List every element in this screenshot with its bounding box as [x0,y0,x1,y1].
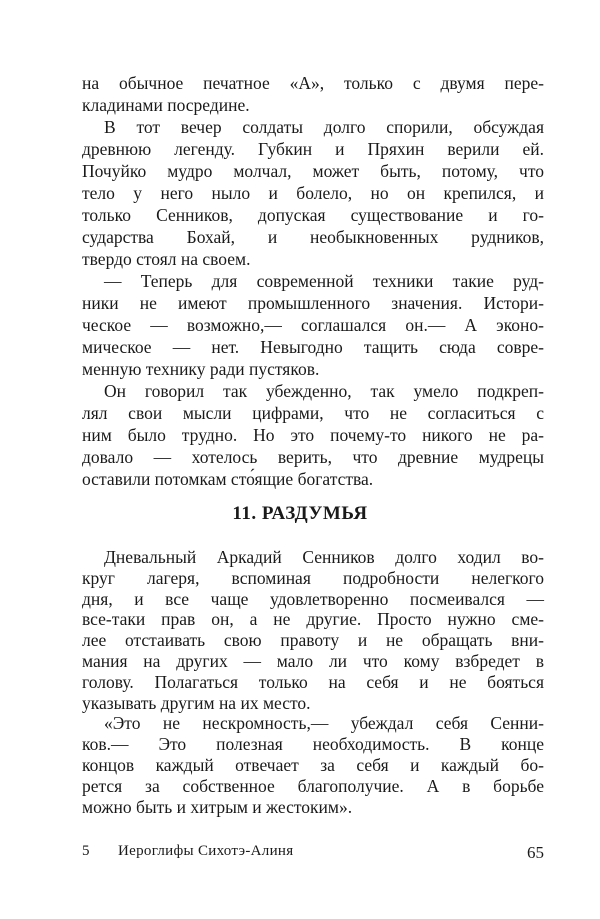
text-line: тело у него ныло и болело, но он крепился, и [82,183,544,203]
paragraph [82,547,544,713]
text-line: рется за собственное благополучие. А в борьбе [82,775,544,796]
text-line: ним было трудно. Но это почему-то никого не ра- [82,425,544,445]
text-line: кладинами посредине. [82,95,250,115]
text-line: — Теперь для современной техники такие руд- [104,271,544,291]
text-line: указывать другим на их место. [82,692,311,713]
text-section-1 [82,72,544,490]
text-line: довало — хотелось верить, что древние мудрецы [82,447,544,467]
text-line: лее отстаивать свою правоту и не обращать вни- [82,630,544,651]
text-line: «Это не нескромность,— убеждал себя Сенни- [104,713,544,734]
text-line: мическое — нет. Невыгодно тащить сюда совре- [82,337,544,357]
text-line: все-таки прав он, а не другие. Просто нужно сме- [82,609,544,630]
text-line: Почуйко мудро молчал, может быть, потому, что [82,161,544,181]
text-line: на обычное печатное «А», только с двумя пере- [82,73,544,93]
paragraph [82,270,544,380]
paragraph [82,713,544,817]
text-line: менную технику ради пустяков. [82,359,320,379]
text-line: можно быть и хитрым и жестоким». [82,796,353,817]
text-line: круг лагеря, вспоминая подробности нелегкого [82,567,544,588]
text-line: Он говорил так убежденно, так умело подкреп- [104,381,544,401]
text-line: ческое — возможно,— соглашался он.— А эконо- [82,315,544,335]
text-section-2 [82,547,544,817]
text-line: В тот вечер солдаты долго спорили, обсуждая [104,117,544,137]
page-number: 65 [527,843,544,862]
text-line: дня, и все чаще удовлетворенно посмеивался — [82,588,544,609]
text-line: концов каждый отвечает за себя и каждый бо- [82,754,544,775]
text-line: оставили потомкам сто́ящие богатства. [82,469,374,489]
text-line: твердо стоял на своем. [82,249,251,269]
text-line: голову. Полагаться только на себя и не бояться [82,671,544,692]
text-line: только Сенников, допуская существование и го- [82,205,544,225]
text-line: сударства Бохай, и необыкновенных рудников, [82,227,544,247]
text-line: лял свои мысли цифрами, что не согласиться с [82,403,544,423]
text-line: мания на других — мало ли что кому взбредет в [82,650,544,671]
chapter-heading: 11. РАЗДУМЬЯ [232,503,368,524]
running-title: Иероглифы Сихотэ-Алиня [118,843,294,859]
text-line: древнюю легенду. Губкин и Пряхин верили ей. [82,139,544,159]
text-line: ков.— Это полезная необходимость. В конце [82,734,544,755]
paragraph [82,72,544,116]
text-line: ники не имеют промышленного значения. Истори- [82,293,544,313]
signature-number: 5 [82,843,90,859]
text-line: Дневальный Аркадий Сенников долго ходил во- [104,547,544,567]
paragraph [82,116,544,270]
paragraph [82,380,544,490]
